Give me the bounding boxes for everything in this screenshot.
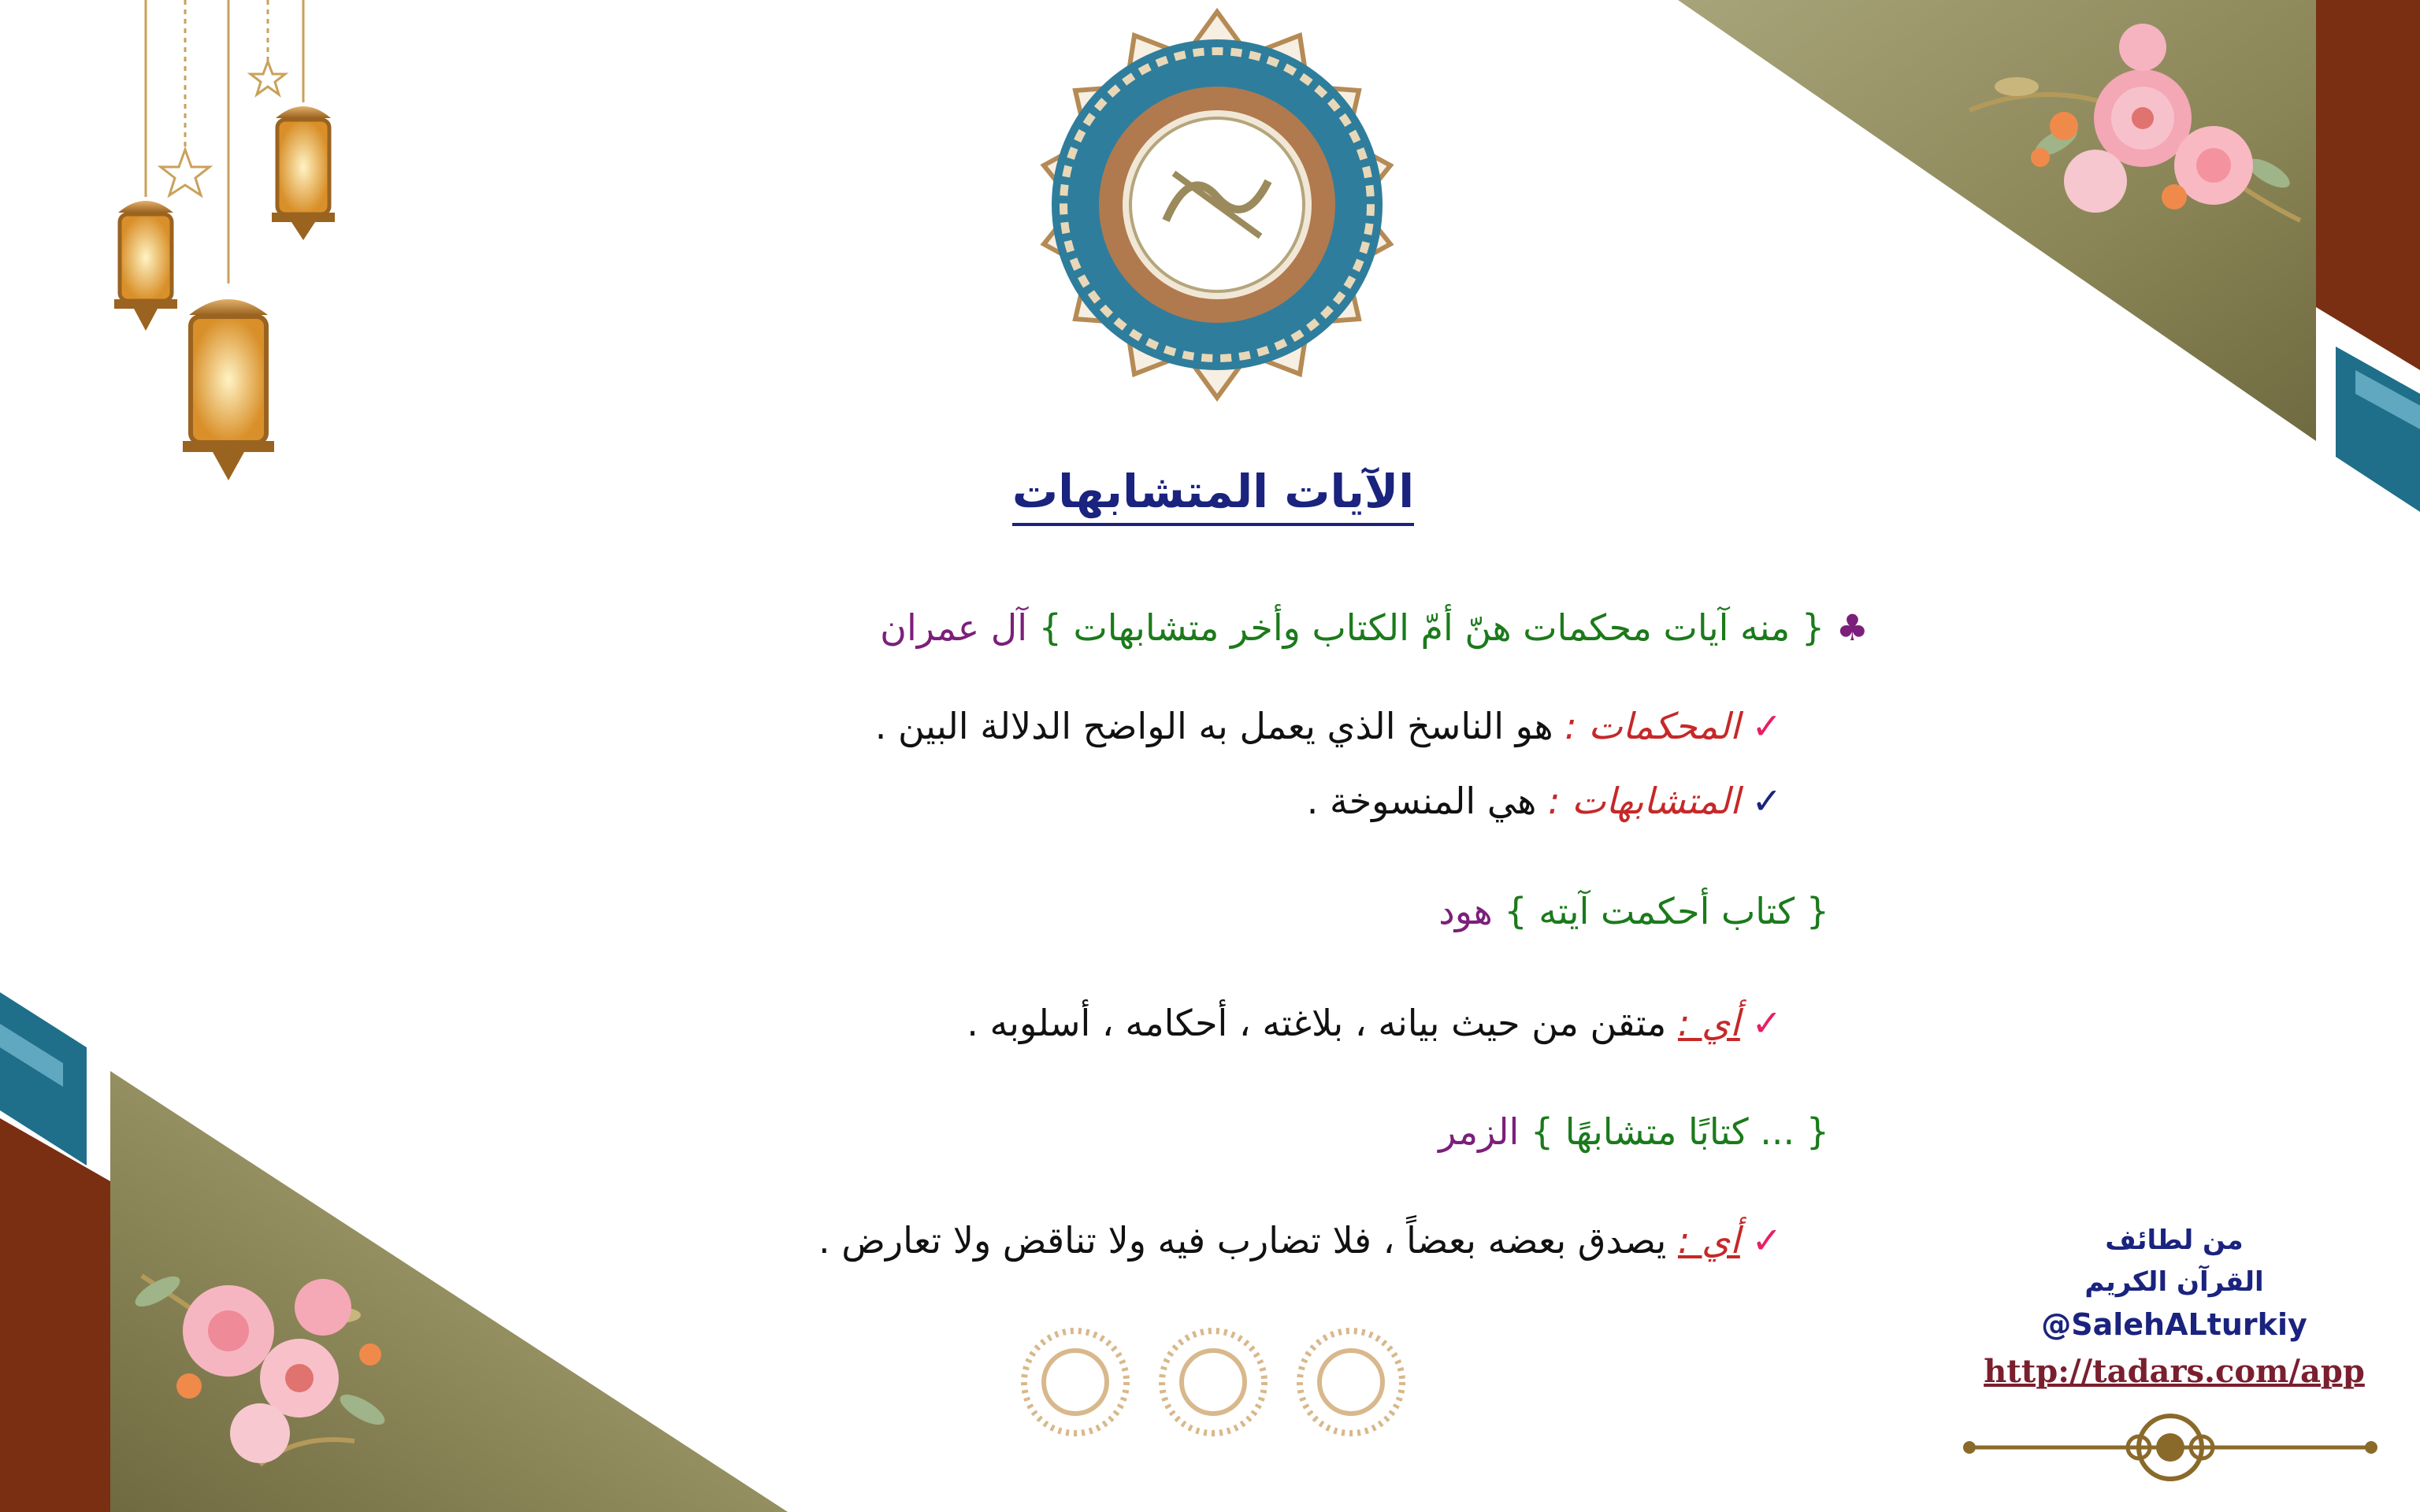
verse-1-text: { منه آيات محكمات هنّ أمّ الكتاب وأخر متشابهات }: [1038, 606, 1825, 649]
explanation-text: متقن من حيث بيانه ، بلاغته ، أحكامه ، أسلوبه .: [967, 1002, 1667, 1044]
top-right-corner: [1678, 0, 2420, 512]
verse-2-text: { كتاب أحكمت آيته }: [1504, 890, 1829, 932]
page-title: الآيات المتشابهات: [867, 465, 1560, 518]
definition-muhkamat: [875, 705, 1782, 747]
bottom-left-corner: [0, 992, 788, 1512]
explanation-term: أي :: [1677, 1002, 1740, 1044]
verse-3-text: { ... كتابًا متشابهًا }: [1530, 1110, 1829, 1153]
explanation-2: [967, 1002, 1782, 1044]
footer-line-2: القرآن الكريم: [2084, 1266, 2264, 1298]
verse-2-source: هود: [1438, 890, 1493, 932]
verse-1-line: [880, 606, 1869, 649]
verse-3-source: الزمر: [1438, 1110, 1520, 1153]
footer-divider: [1963, 1416, 2377, 1479]
definition-mutashabihat: [1307, 780, 1782, 822]
check-icon: ✓: [1751, 1002, 1782, 1044]
explanation-text: يصدق بعضه بعضاً ، فلا تضارب فيه ولا تناقض ولا تعارض .: [818, 1219, 1667, 1262]
quran-emblem: [1044, 12, 1390, 398]
verse-3-line: [1438, 1110, 1829, 1153]
footer-url-link[interactable]: http://tadars.com/app: [1984, 1353, 2365, 1390]
check-icon: ✓: [1751, 1219, 1782, 1262]
definition-term: المتشابهات :: [1548, 780, 1740, 822]
bottom-ornaments: [1024, 1331, 1402, 1433]
definition-text: هو الناسخ الذي يعمل به الواضح الدلالة البين .: [874, 705, 1553, 747]
definition-term: المحكمات :: [1564, 705, 1740, 747]
explanation-3: [818, 1219, 1782, 1262]
footer-line-1: من لطائف: [2105, 1225, 2244, 1256]
footer-handle[interactable]: @SalehALturkiy: [2041, 1307, 2307, 1342]
hanging-lanterns: [114, 0, 335, 480]
check-icon: ✓: [1751, 780, 1782, 822]
club-icon: ♣: [1835, 606, 1869, 649]
verse-2-line: [1438, 890, 1829, 932]
verse-1-source: آل عمران: [880, 606, 1027, 649]
definition-text: هي المنسوخة .: [1306, 780, 1537, 822]
check-icon: ✓: [1751, 705, 1782, 747]
explanation-term: أي :: [1677, 1219, 1740, 1262]
